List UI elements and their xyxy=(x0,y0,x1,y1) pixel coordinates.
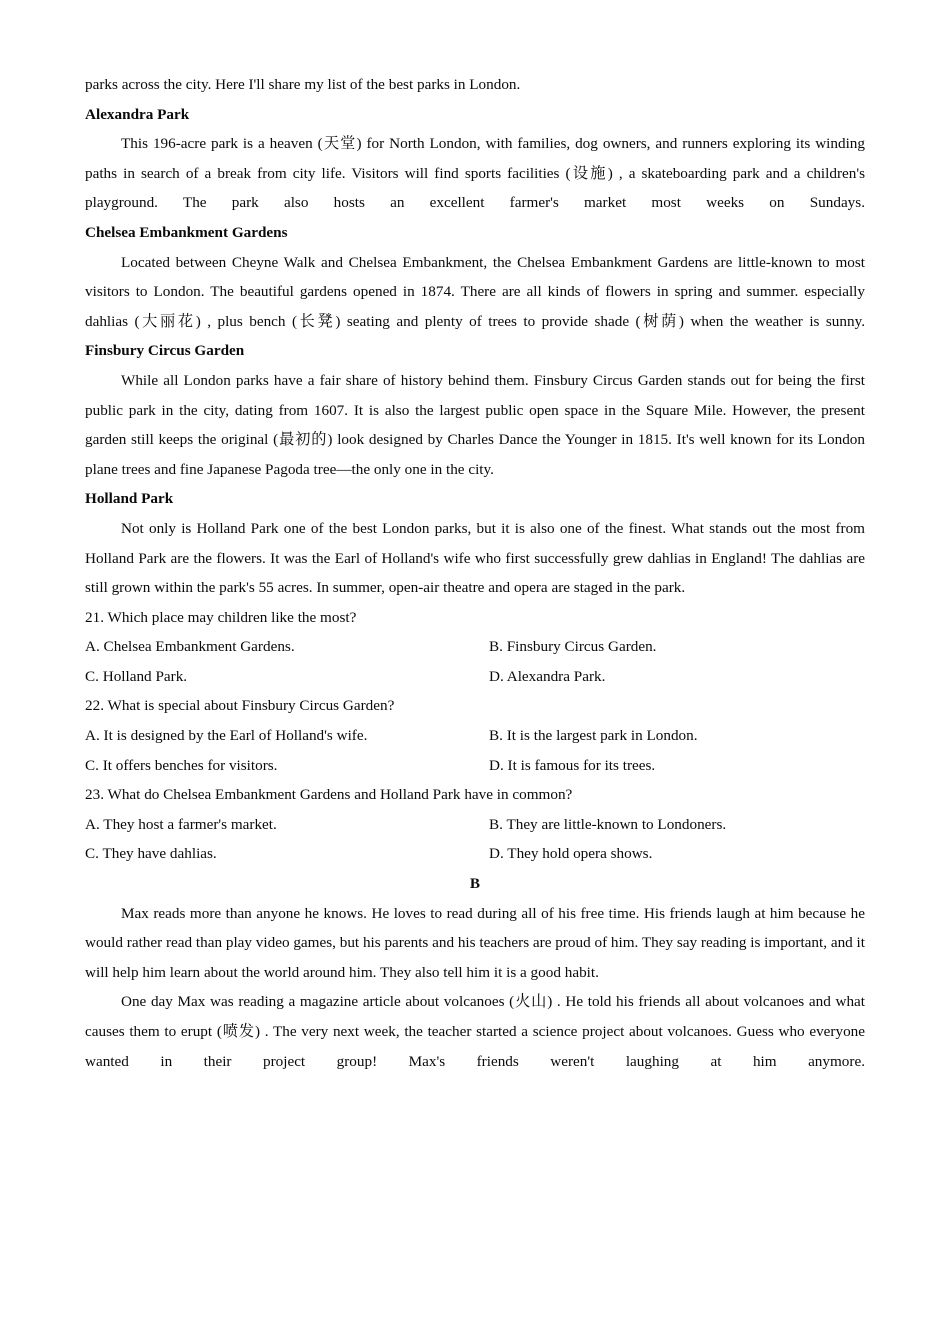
section-heading-finsbury-circus-garden: Finsbury Circus Garden xyxy=(85,342,245,360)
section-heading-chelsea-embankment-gardens: Chelsea Embankment Gardens xyxy=(85,223,288,241)
option-23-c[interactable]: C. They have dahlias. xyxy=(85,845,217,863)
option-21-d[interactable]: D. Alexandra Park. xyxy=(489,667,606,685)
option-22-b[interactable]: B. It is the largest park in London. xyxy=(489,727,698,745)
passage-b-paragraph-1: Max reads more than anyone he knows. He loves to read during all of his free time. His friends laugh at him because he would rather read than play video games, but his parents and his teachers are proud of him. They say reading is important, and it will help him learn about the world around him. They also tell him it is a good habit. xyxy=(85,904,865,981)
option-21-a[interactable]: A. Chelsea Embankment Gardens. xyxy=(85,638,295,656)
option-23-a[interactable]: A. They host a farmer's market. xyxy=(85,815,277,833)
question-options-row-22-cd xyxy=(85,751,865,781)
option-21-c[interactable]: C. Holland Park. xyxy=(85,667,188,685)
question-options-row-21-cd xyxy=(85,662,865,692)
section-heading-holland-park: Holland Park xyxy=(85,490,174,508)
question-options-row-22-ab xyxy=(85,721,865,751)
section-body-finsbury-circus-garden: While all London parks have a fair share of history behind them. Finsbury Circus Garden stands out for being the first public park in the city, dating from 1607. It is also the largest public open space in the Square Mile. However, the present garden still keeps the original (最初的) look designed by Charles Dance the Younger in 1815. It's well known for its London plane trees and fine Japanese Pagoda tree—the only one in the city. xyxy=(85,371,865,478)
passage-b-paragraph-2: One day Max was reading a magazine article about volcanoes (火山) . He told his friends all about volcanoes and what causes them to erupt (喷发) . The very next week, the teacher started a science project about volcanoes. Guess who everyone wanted in their project group! Max's friends weren't laughing at him anymore. xyxy=(85,993,865,1070)
passage-label-b: B xyxy=(469,875,481,893)
section-body-holland-park: Not only is Holland Park one of the best London parks, but it is also one of the finest. What stands out the most from Holland Park are the flowers. It was the Earl of Holland's wife who first successfully grew dahlias in England! The dahlias are still grown within the park's 55 acres. In summer, open-air theatre and opera are staged in the park. xyxy=(85,519,865,597)
question-options-row-23-ab xyxy=(85,810,865,840)
option-22-c[interactable]: C. It offers benches for visitors. xyxy=(85,756,278,774)
section-body-chelsea-embankment-gardens: Located between Cheyne Walk and Chelsea Embankment, the Chelsea Embankment Gardens are little-known to most visitors to London. The beautiful gardens opened in 1874. There are all kinds of flowers in spring and summer. especially dahlias (大丽花) , plus bench (长凳) seating and plenty of trees to provide shade (树荫) when the weather is sunny. xyxy=(85,253,865,330)
document-body xyxy=(85,70,865,1076)
option-22-a[interactable]: A. It is designed by the Earl of Holland's wife. xyxy=(85,727,368,745)
question-options-row-23-cd xyxy=(85,839,865,869)
question-stem-23: 23. What do Chelsea Embankment Gardens and Holland Park have in common? xyxy=(85,786,573,804)
question-options-row-21-ab xyxy=(85,632,865,662)
continued-lead-line: parks across the city. Here I'll share my list of the best parks in London. xyxy=(85,76,521,93)
section-body-alexandra-park: This 196-acre park is a heaven (天堂) for North London, with families, dog owners, and runners exploring its winding paths in search of a break from city life. Visitors will find sports facilities (设施) , a skateboarding park and a children's playground. The park also hosts an excellent farmer's market most weeks on Sundays. xyxy=(85,135,865,212)
option-23-d[interactable]: D. They hold opera shows. xyxy=(489,845,653,863)
section-heading-alexandra-park: Alexandra Park xyxy=(85,105,190,123)
question-stem-21: 21. Which place may children like the most? xyxy=(85,608,357,626)
question-stem-22: 22. What is special about Finsbury Circus Garden? xyxy=(85,697,395,715)
option-21-b[interactable]: B. Finsbury Circus Garden. xyxy=(489,638,657,656)
option-22-d[interactable]: D. It is famous for its trees. xyxy=(489,756,656,774)
option-23-b[interactable]: B. They are little-known to Londoners. xyxy=(489,815,727,833)
